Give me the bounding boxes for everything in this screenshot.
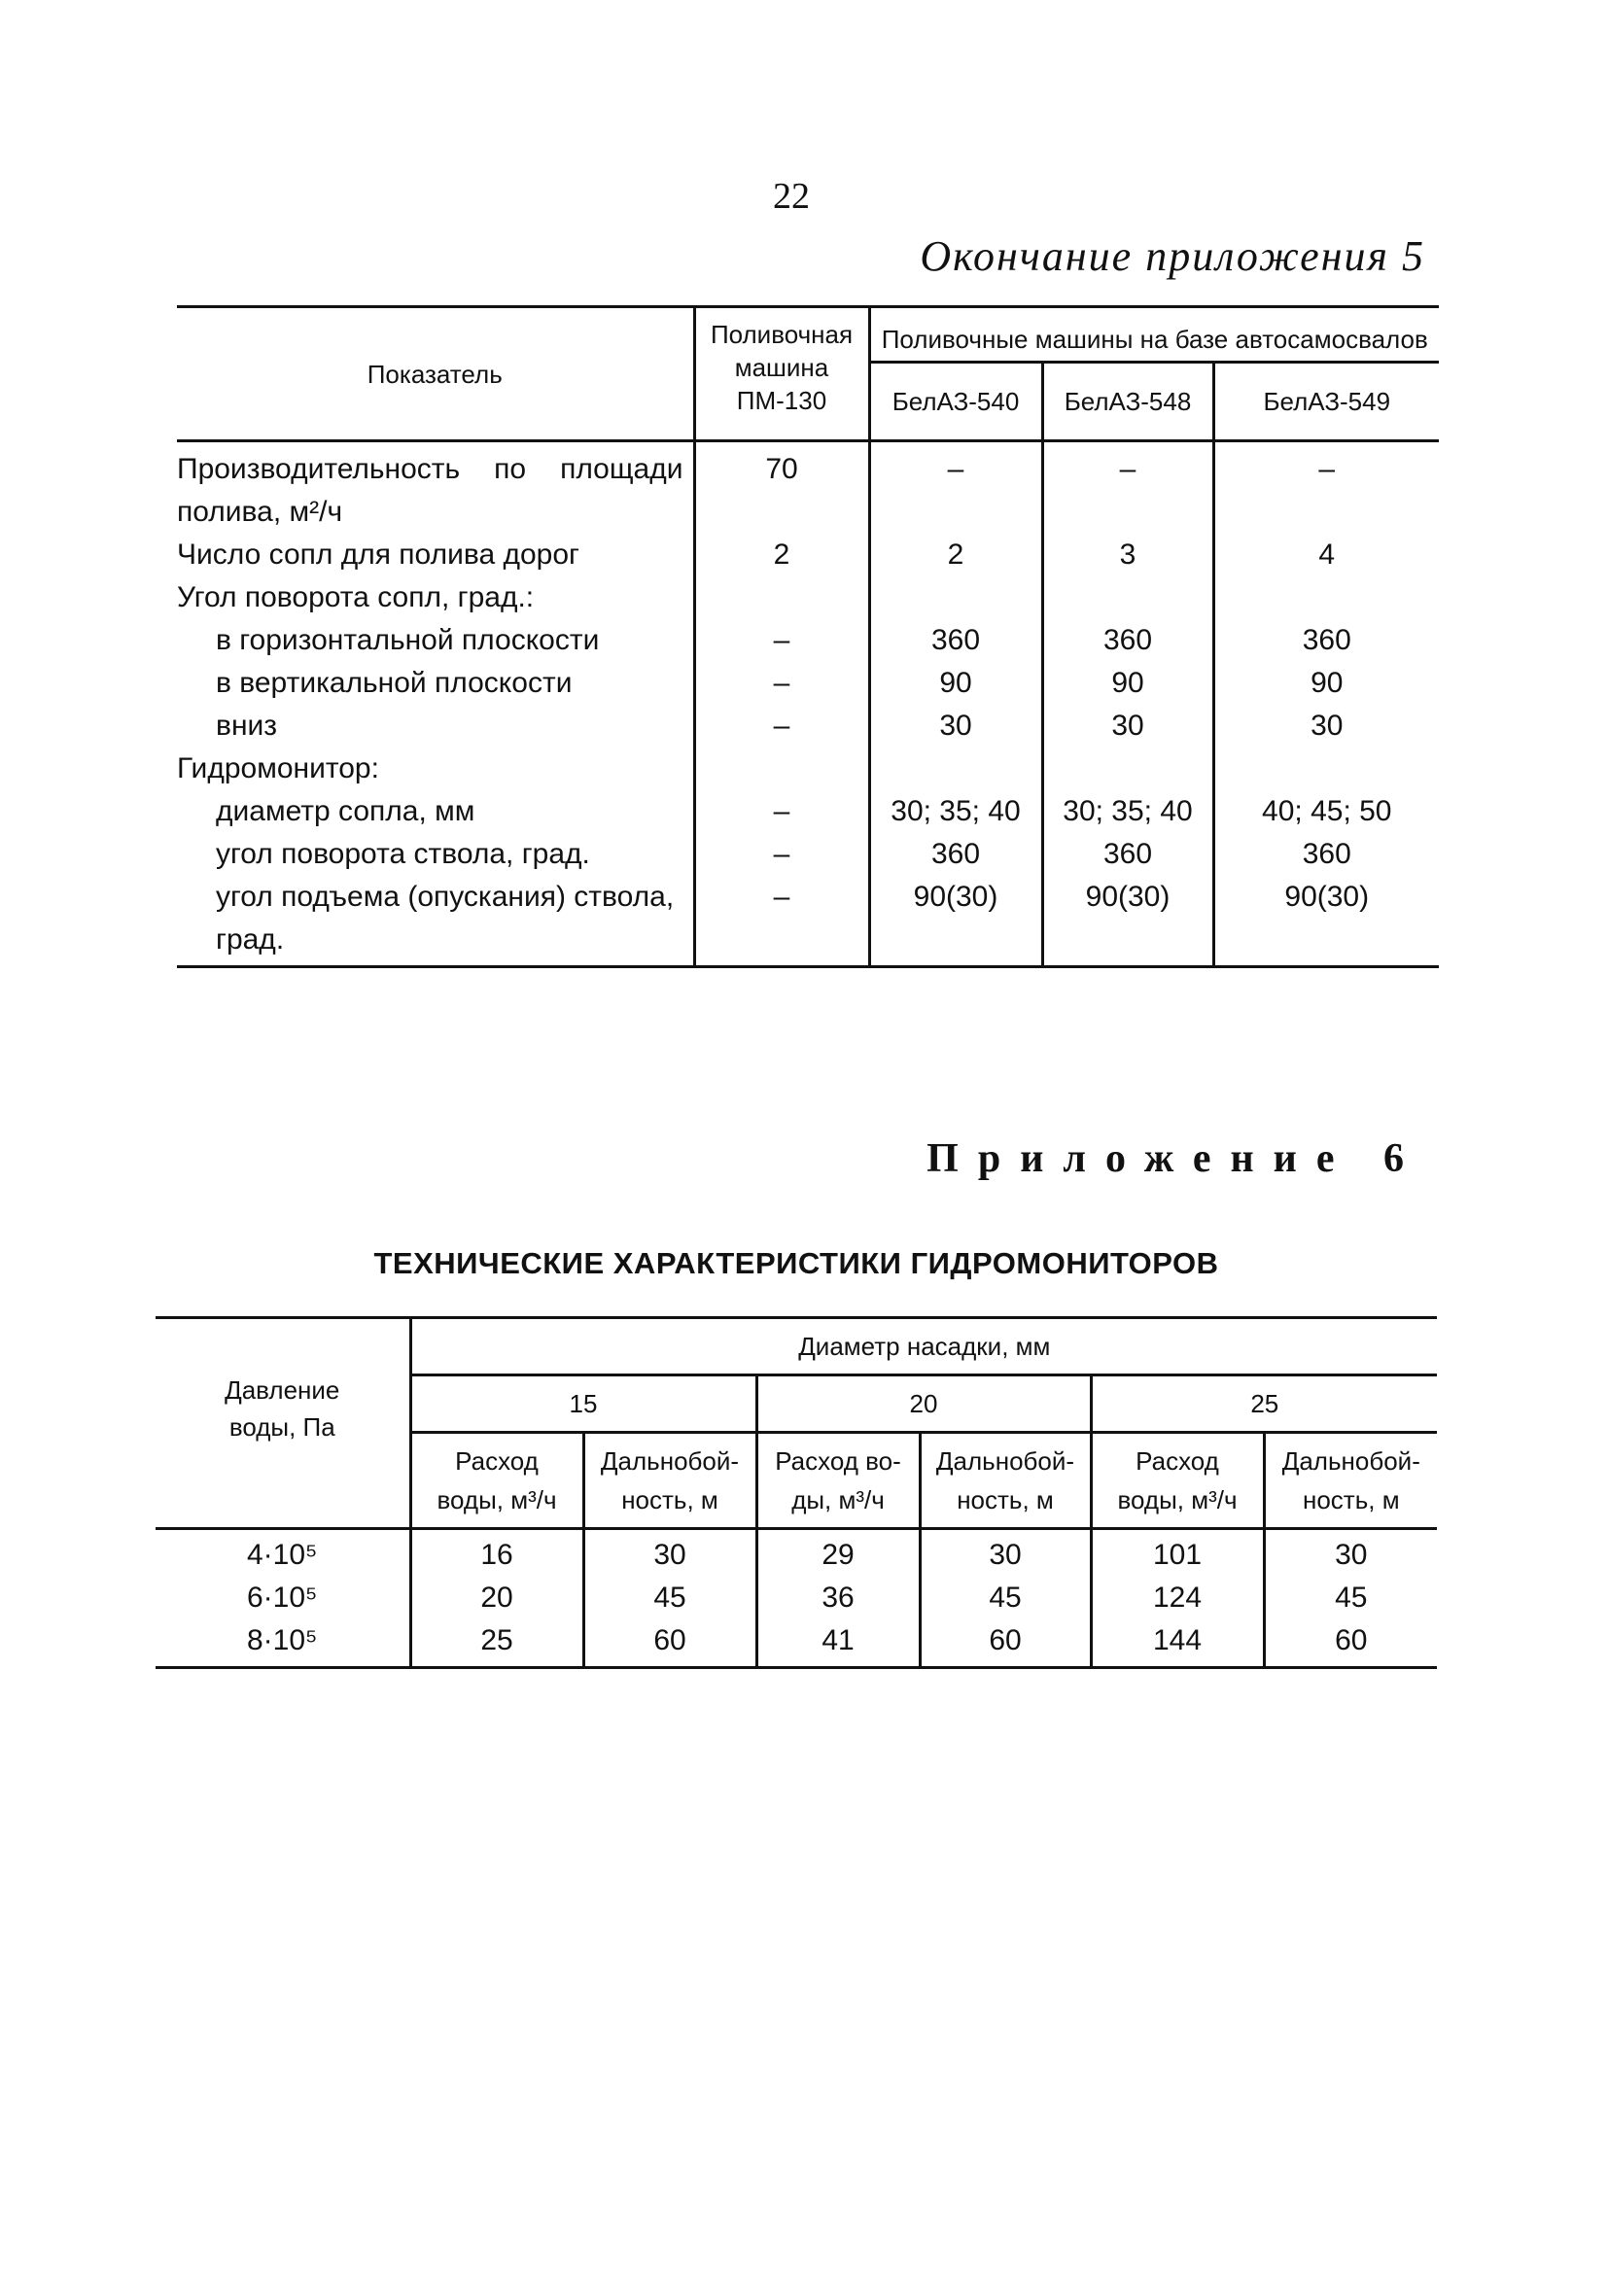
row-label: Гидромонитор: — [177, 752, 379, 784]
header-pm130-line3: ПМ-130 — [736, 386, 827, 415]
cell: 360 — [1042, 833, 1213, 876]
header-group: Поливочные машины на базе автосамосвалов — [869, 307, 1439, 363]
header-pm130-line2: машина — [734, 353, 829, 382]
cell: 30 — [1264, 1529, 1437, 1578]
cell: 25 — [410, 1619, 583, 1668]
header-range — [583, 1433, 756, 1529]
header-range-line1: Дальнобой- — [1281, 1446, 1420, 1476]
cell: 90 — [869, 662, 1042, 705]
header-size: 25 — [1091, 1375, 1437, 1433]
cell: – — [694, 833, 869, 876]
row-label: диаметр сопла, мм — [216, 795, 475, 827]
cell: 30 — [1213, 705, 1439, 748]
row-label: угол подъема (опускания) ствола, град. — [177, 876, 694, 967]
cell: 45 — [1264, 1577, 1437, 1619]
row-label: вниз — [216, 710, 278, 742]
header-flow-line1: Расход — [455, 1446, 539, 1476]
cell: 360 — [869, 619, 1042, 662]
table2-caption: Приложение 6 — [926, 1136, 1423, 1181]
header-flow — [756, 1433, 920, 1529]
table-hydromonitors — [156, 1316, 1437, 1669]
cell: – — [694, 790, 869, 833]
cell: 30 — [583, 1529, 756, 1578]
cell: 360 — [1213, 833, 1439, 876]
header-range-line1: Дальнобой- — [935, 1446, 1075, 1476]
header-pressure — [156, 1318, 410, 1529]
table-row — [177, 833, 1439, 876]
table-row — [177, 619, 1439, 662]
header-range-line2: ность, м — [621, 1485, 718, 1514]
table-row — [177, 441, 1439, 535]
cell: 60 — [583, 1619, 756, 1668]
row-label-text: Производительность по площади полива, м²/ч — [177, 453, 683, 528]
cell: 60 — [1264, 1619, 1437, 1668]
cell: 3 — [1042, 534, 1213, 576]
table-row — [156, 1619, 1437, 1668]
row-label: в горизонтальной плоскости — [216, 624, 600, 656]
cell: 70 — [694, 441, 869, 535]
cell: – — [694, 705, 869, 748]
cell: 29 — [756, 1529, 920, 1578]
cell: 90 — [1042, 662, 1213, 705]
table-row — [177, 662, 1439, 705]
cell: 90 — [1213, 662, 1439, 705]
cell: 30 — [920, 1529, 1091, 1578]
table-row — [156, 1577, 1437, 1619]
header-pm130 — [694, 307, 869, 441]
header-flow — [410, 1433, 583, 1529]
table-row — [177, 576, 1439, 619]
cell: 30 — [869, 705, 1042, 748]
cell: – — [694, 619, 869, 662]
cell — [869, 748, 1042, 790]
cell: 60 — [920, 1619, 1091, 1668]
table-row — [156, 1529, 1437, 1578]
cell: 45 — [583, 1577, 756, 1619]
header-model: БелАЗ-548 — [1042, 363, 1213, 441]
cell: 144 — [1091, 1619, 1264, 1668]
cell: 36 — [756, 1577, 920, 1619]
pressure-cell: 8·10⁵ — [156, 1619, 410, 1668]
header-pm130-line1: Поливочная — [710, 320, 854, 349]
cell: 2 — [869, 534, 1042, 576]
cell: 4 — [1213, 534, 1439, 576]
header-flow — [1091, 1433, 1264, 1529]
header-flow-line2: ды, м³/ч — [791, 1485, 885, 1514]
header-pressure-line1: Давление — [225, 1375, 340, 1405]
cell: 90(30) — [869, 876, 1042, 967]
cell: 101 — [1091, 1529, 1264, 1578]
header-flow-line1: Расход — [1136, 1446, 1219, 1476]
cell: 41 — [756, 1619, 920, 1668]
header-range-line2: ность, м — [1302, 1485, 1400, 1514]
row-label: в вертикальной плоскости — [216, 667, 573, 699]
pressure-cell: 4·10⁵ — [247, 1539, 318, 1571]
cell: 90(30) — [1042, 876, 1213, 967]
page-number: 22 — [773, 176, 810, 217]
table-row — [177, 705, 1439, 748]
header-range — [920, 1433, 1091, 1529]
cell: 30; 35; 40 — [869, 790, 1042, 833]
cell: 30 — [1042, 705, 1213, 748]
table1-caption: Окончание приложения 5 — [920, 232, 1425, 280]
header-flow-line1: Расход во- — [775, 1446, 901, 1476]
header-model: БелАЗ-549 — [1213, 363, 1439, 441]
cell: 20 — [410, 1577, 583, 1619]
header-range-line1: Дальнобой- — [600, 1446, 740, 1476]
cell: – — [694, 876, 869, 967]
cell: – — [869, 441, 1042, 535]
pressure-cell: 6·10⁵ — [247, 1582, 318, 1614]
cell: 360 — [1042, 619, 1213, 662]
header-range-line2: ность, м — [957, 1485, 1054, 1514]
table-sprinkler-machines — [177, 305, 1439, 968]
cell — [1213, 748, 1439, 790]
table-row — [177, 534, 1439, 576]
row-label: Угол поворота сопл, град.: — [177, 581, 535, 613]
header-diameter: Диаметр насадки, мм — [410, 1318, 1437, 1375]
cell: – — [1213, 441, 1439, 535]
table-row — [177, 876, 1439, 967]
cell — [1042, 748, 1213, 790]
cell: 2 — [694, 534, 869, 576]
header-flow-line2: воды, м³/ч — [1117, 1485, 1238, 1514]
cell: 360 — [869, 833, 1042, 876]
header-param: Показатель — [177, 307, 694, 441]
cell: – — [1042, 441, 1213, 535]
cell: 90(30) — [1213, 876, 1439, 967]
cell — [694, 576, 869, 619]
row-label — [177, 441, 694, 535]
table-row — [177, 790, 1439, 833]
cell — [694, 748, 869, 790]
cell: 45 — [920, 1577, 1091, 1619]
cell: – — [694, 662, 869, 705]
cell: 30; 35; 40 — [1042, 790, 1213, 833]
cell: 40; 45; 50 — [1213, 790, 1439, 833]
table-row — [177, 748, 1439, 790]
header-model: БелАЗ-540 — [869, 363, 1042, 441]
header-range — [1264, 1433, 1437, 1529]
cell — [869, 576, 1042, 619]
header-size: 15 — [410, 1375, 756, 1433]
header-pressure-line2: воды, Па — [228, 1412, 335, 1442]
cell: 360 — [1213, 619, 1439, 662]
row-label: угол поворота ствола, град. — [216, 838, 590, 870]
header-flow-line2: воды, м³/ч — [437, 1485, 557, 1514]
table2-title: ТЕХНИЧЕСКИЕ ХАРАКТЕРИСТИКИ ГИДРОМОНИТОРОВ — [373, 1246, 1219, 1280]
cell: 16 — [410, 1529, 583, 1578]
cell — [1042, 576, 1213, 619]
row-label: Число сопл для полива дорог — [177, 539, 579, 571]
cell: 124 — [1091, 1577, 1264, 1619]
cell — [1213, 576, 1439, 619]
header-size: 20 — [756, 1375, 1091, 1433]
